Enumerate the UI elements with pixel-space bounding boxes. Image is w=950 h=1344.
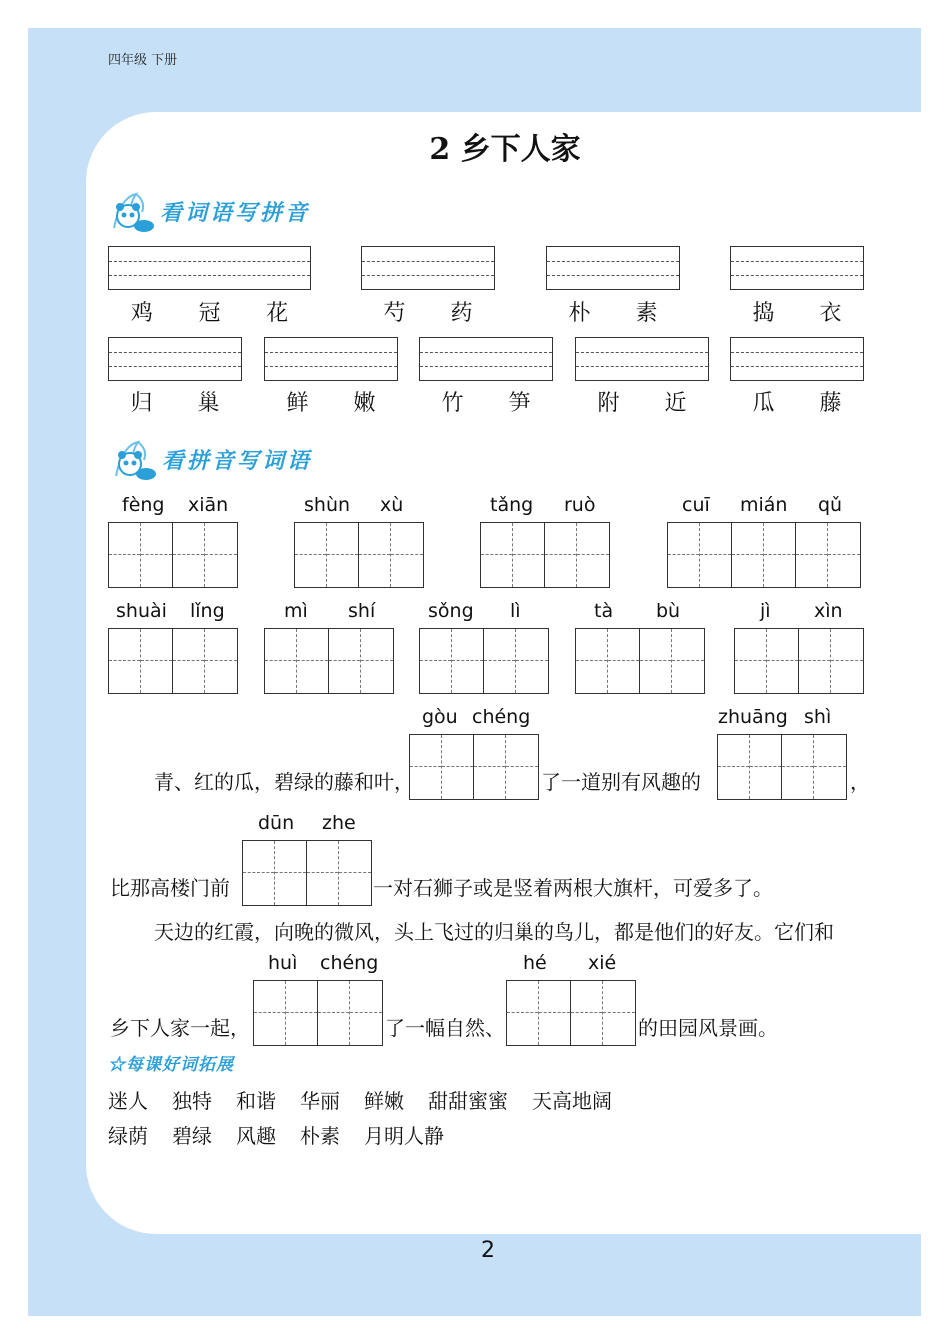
pinyin-syllable: qǔ <box>818 494 843 516</box>
character-grid[interactable] <box>667 522 861 588</box>
pinyin-syllable: tǎng <box>490 494 534 516</box>
pinyin-syllable: chéng <box>320 952 379 974</box>
grade-label: 四年级 下册 <box>108 53 178 68</box>
pinyin-syllable: shuài <box>116 600 167 622</box>
pinyin-write-box[interactable] <box>546 246 680 290</box>
character-grid[interactable] <box>734 628 864 694</box>
vocab-word: 归 巢 <box>130 391 220 416</box>
vocab-word: 芍 药 <box>383 301 473 326</box>
vocab-word: 附 近 <box>597 391 687 416</box>
vocab-word: 捣 衣 <box>752 301 842 326</box>
extension-word: 风趣 <box>236 1124 276 1148</box>
panda-icon <box>106 188 158 234</box>
character-grid[interactable] <box>409 734 539 800</box>
pinyin-syllable: tà <box>594 600 614 622</box>
pinyin-syllable: shí <box>348 600 376 622</box>
pinyin-syllable: chéng <box>472 706 531 728</box>
pinyin-syllable: huì <box>268 952 298 974</box>
pinyin-write-box[interactable] <box>730 246 864 290</box>
vocab-word: 竹 笋 <box>441 391 531 416</box>
character-grid[interactable] <box>108 522 238 588</box>
extension-word: 天高地阔 <box>532 1089 612 1113</box>
pinyin-write-box[interactable] <box>730 337 864 381</box>
extension-word: 碧绿 <box>172 1124 212 1148</box>
pinyin-syllable: jì <box>760 600 771 622</box>
pinyin-write-box[interactable] <box>264 337 398 381</box>
pinyin-syllable: hé <box>523 952 547 974</box>
pinyin-write-box[interactable] <box>419 337 553 381</box>
sentence-text: 天边的红霞，向晚的微风，头上飞过的归巢的鸟儿，都是他们的好友。它们和 <box>154 920 834 944</box>
character-grid[interactable] <box>108 628 238 694</box>
pinyin-write-box[interactable] <box>108 246 311 290</box>
extension-word: 和谐 <box>236 1089 276 1113</box>
sentence-text: 比那高楼门前 <box>110 876 230 900</box>
extension-word: 迷人 <box>108 1089 148 1113</box>
section-title: 看词语写拼音 <box>160 199 311 226</box>
pinyin-syllable: bù <box>656 600 681 622</box>
lesson-title: 2 乡下人家 <box>429 132 581 167</box>
section-title: 看拼音写词语 <box>162 447 313 474</box>
pinyin-syllable: mián <box>740 494 788 516</box>
pinyin-syllable: mì <box>284 600 308 622</box>
pinyin-syllable: lǐng <box>190 600 225 622</box>
sentence-text: ， <box>850 770 870 794</box>
vocab-word: 朴 素 <box>568 301 658 326</box>
section-header-pinyin <box>106 188 310 234</box>
extension-word: 独特 <box>172 1089 212 1113</box>
extension-word: 华丽 <box>300 1089 340 1113</box>
sentence-text: 了一幅自然、 <box>385 1016 505 1040</box>
pinyin-syllable: xù <box>380 494 404 516</box>
pinyin-syllable: xìn <box>814 600 843 622</box>
page-number: 2 <box>481 1238 495 1263</box>
pinyin-syllable: cuī <box>682 494 710 516</box>
character-grid[interactable] <box>242 840 372 906</box>
vocab-word: 鸡 冠 花 <box>130 301 289 326</box>
pinyin-write-box[interactable] <box>575 337 709 381</box>
section-header-words <box>108 436 312 482</box>
character-grid[interactable] <box>294 522 424 588</box>
vocab-word: 鲜 嫩 <box>286 391 376 416</box>
pinyin-syllable: lì <box>510 600 521 622</box>
pinyin-write-box[interactable] <box>108 337 242 381</box>
sentence-text: 了一道别有风趣的 <box>541 770 701 794</box>
pinyin-write-box[interactable] <box>361 246 495 290</box>
pinyin-syllable: ruò <box>564 494 596 516</box>
extension-row <box>108 1120 444 1149</box>
panda-icon <box>108 436 160 482</box>
character-grid[interactable] <box>253 980 383 1046</box>
character-grid[interactable] <box>264 628 394 694</box>
extension-word: 鲜嫩 <box>364 1089 404 1113</box>
pinyin-syllable: zhuāng <box>718 706 788 728</box>
character-grid[interactable] <box>419 628 549 694</box>
sentence-text: 青、红的瓜，碧绿的藤和叶， <box>154 770 414 794</box>
pinyin-syllable: gòu <box>422 706 458 728</box>
pinyin-syllable: zhe <box>322 812 356 834</box>
extension-word: 朴素 <box>300 1124 340 1148</box>
extension-row <box>108 1085 612 1114</box>
character-grid[interactable] <box>480 522 610 588</box>
sentence-text: 乡下人家一起， <box>110 1016 250 1040</box>
character-grid[interactable] <box>717 734 847 800</box>
extension-word: 月明人静 <box>364 1124 444 1148</box>
pinyin-syllable: dūn <box>258 812 295 834</box>
extension-title: ☆每课好词拓展 <box>108 1055 234 1075</box>
pinyin-syllable: fèng <box>122 494 165 516</box>
pinyin-syllable: xié <box>588 952 617 974</box>
sentence-text: 的田园风景画。 <box>638 1016 778 1040</box>
character-grid[interactable] <box>506 980 636 1046</box>
vocab-word: 瓜 藤 <box>752 391 842 416</box>
pinyin-syllable: xiān <box>188 494 229 516</box>
sentence-text: 一对石狮子或是竖着两根大旗杆，可爱多了。 <box>373 876 773 900</box>
extension-word: 绿荫 <box>108 1124 148 1148</box>
pinyin-syllable: shùn <box>304 494 351 516</box>
character-grid[interactable] <box>575 628 705 694</box>
pinyin-syllable: shì <box>804 706 832 728</box>
pinyin-syllable: sǒng <box>428 600 474 622</box>
extension-word: 甜甜蜜蜜 <box>428 1089 508 1113</box>
